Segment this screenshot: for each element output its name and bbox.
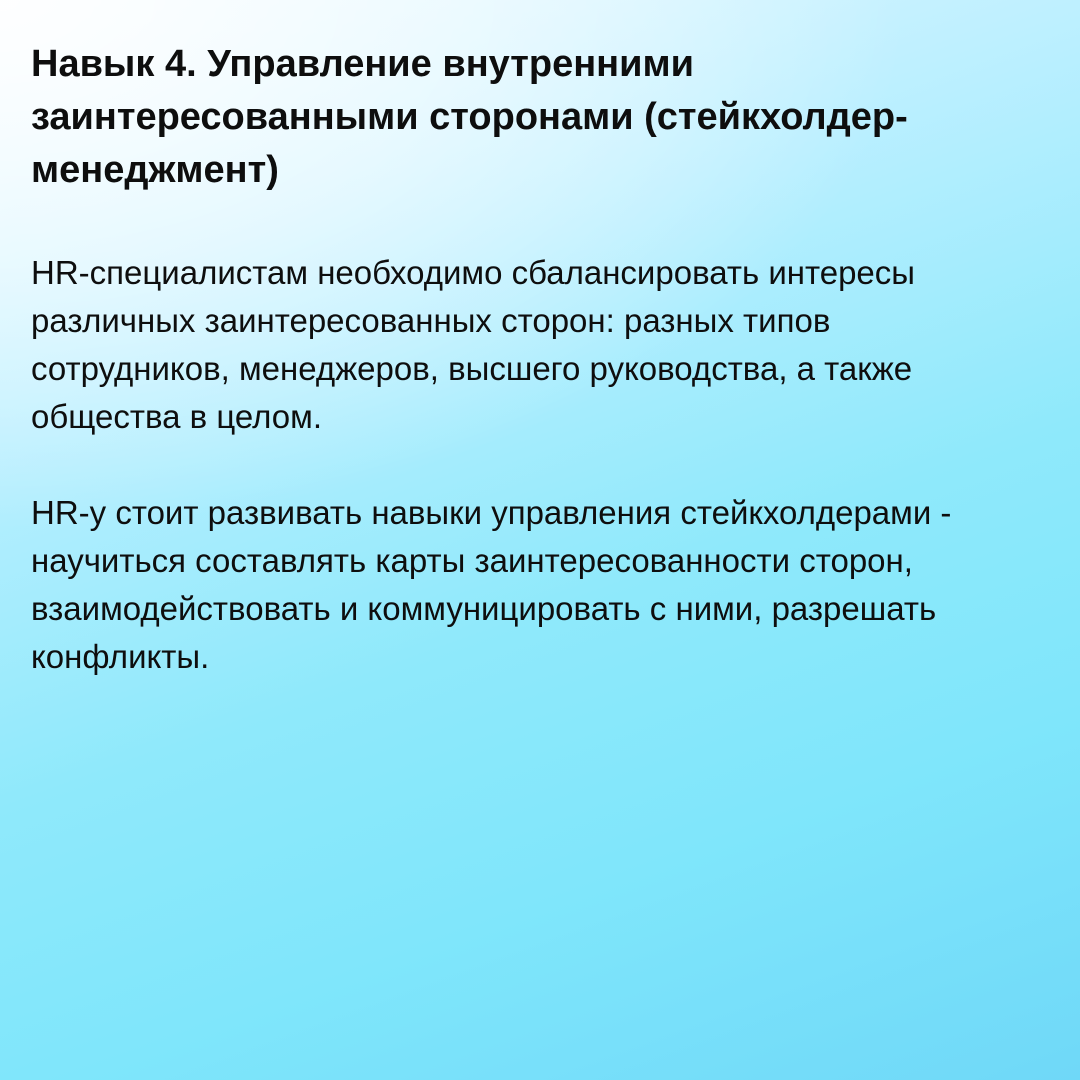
paragraph-balance-interests: HR-специалистам необходимо сбалансировать интересы различных заинтересованных сторон: разных типов сотрудников, менеджеров, высшего руководства, а также общества в целом. <box>31 254 916 435</box>
paragraph-stakeholder-skills: HR-у стоит развивать навыки управления стейкхолдерами - научиться составлять карты заинтересованности сторон, взаимодействовать и коммуницировать с ними, разрешать конфликты. <box>31 494 952 675</box>
slide-title: Навык 4. Управление внутренними заинтересованными сторонами (стейкхолдер-менеджмент) <box>31 43 908 191</box>
